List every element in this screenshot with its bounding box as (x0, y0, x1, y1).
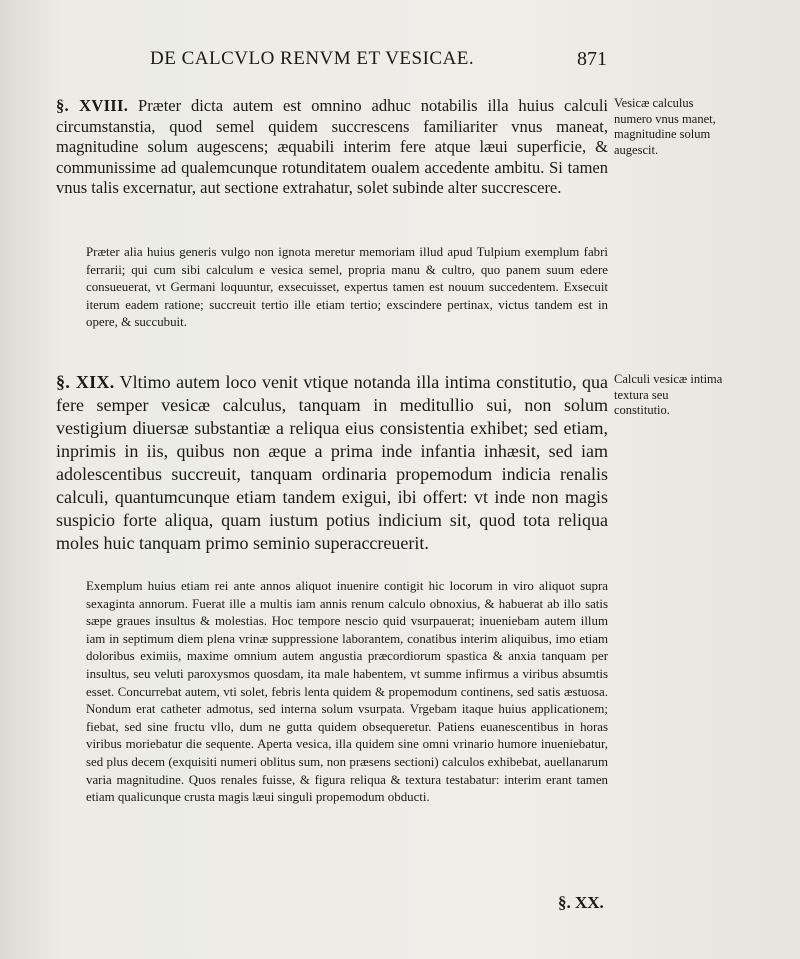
margin-note-inner-texture: Calculi vesicæ intima textura seu constitutio. (614, 372, 723, 417)
catchword: §. XX. (558, 893, 604, 912)
running-head: DE CALCVLO RENVM ET VESICAE. (150, 48, 475, 69)
section-xix-text: Vltimo autem loco venit vtique notanda illa intima constitutio, qua fere semper vesicæ calculus, tanquam in meditullio sui, non solum vestigium diuersæ substantiæ a reliqua eius consistentia exhibet; sed etiam, inprimis in iis, quibus non æque a prima inde infantia inhæsit, sed iam adolescentibus succreuit, tanquam ordinaria propemodum indicia renalis calculi, quantumcunque etiam tandem exigui, ibi offert: vt inde non magis suspicio forte aliqua, quam iustum potius indicium sit, quod tota reliqua moles huic tanquam primo seminio superaccreuerit. (56, 372, 608, 553)
section-xviii-heading: §. XVIII. (56, 96, 129, 115)
section-xix-heading: §. XIX. (56, 372, 115, 392)
margin-note-single-calculus: Vesicæ calculus numero vnus manet, magnitudine solum augescit. (614, 96, 716, 157)
section-xviii-paragraph (56, 96, 608, 199)
section-xviii-note: Præter alia huius generis vulgo non ignota meretur memoriam illud apud Tulpium exemplum fabri ferrarii; qui cum sibi calculum e vesica semel, propria manu & cultro, quo panem suum edere consueuerat, vt Germani loquuntur, exsecuisset, expertus tamen est nouum succedentem. Exsecuit iterum eadem ratione; succreuit tertio ille etiam tertio; exscindere pertinax, victus tandem est in opere, & succubuit. (86, 245, 608, 330)
page-number: 871 (577, 48, 607, 70)
section-xix-paragraph (56, 371, 608, 555)
section-xviii-text: Præter dicta autem est omnino adhuc notabilis illa huius calculi circumstanstia, quod semel quidem succrescens familiariter vnus maneat, magnitudine solum augescens; æquabili interim fere atque læui superficie, & communissime ad qualemcunque rotunditatem oualem accedente ambitu. Si tamen vnus talis excernatur, aut sectione extrahatur, solet subinde alter succrescere. (56, 96, 608, 197)
section-xix-note: Exemplum huius etiam rei ante annos aliquot inuenire contigit hic locorum in viro aliquot supra sexaginta annorum. Fuerat ille a multis iam annis renum calculo obnoxius, & habuerat ab illo satis sæpe graues insultus & molestias. Hoc tempore nescio quid vsurpauerat; inueniebam autem illum iam in septimum diem plena vrinæ suppressione laborantem, conatibus interim aliquibus, imo etiam doloribus eximiis, maxime omnium autem angustia præcordiorum spastica & anxia tanquam per insultus, seu veluti paroxysmos quosdam, ita male habentem, vt summe infirmus a viribus absumtis esset. Concurrebat autem, vti solet, febris lenta quidem & propemodum continens, sed satis æstuosa. Nondum erat catheter admotus, sed interna solum vsurpata. Vrgebam itaque huius applicationem; fiebat, sed sine fructu vllo, dum ne gutta quidem obsequeretur. Patiens euanescentibus in horas viribus moriebatur die sequente. Aperta vesica, illa quidem sine omni vrinario humore inueniebatur, sed plus decem (exquisiti numeri oblitus sum, non præsens sectioni) calculos exhibebat, auellanarum varia magnitudine. Quos renales fuisse, & figura reliqua & textura testabatur: interim erant tamen etiam qualicunque crusta magis læui singuli propemodum obducti. (86, 579, 608, 805)
